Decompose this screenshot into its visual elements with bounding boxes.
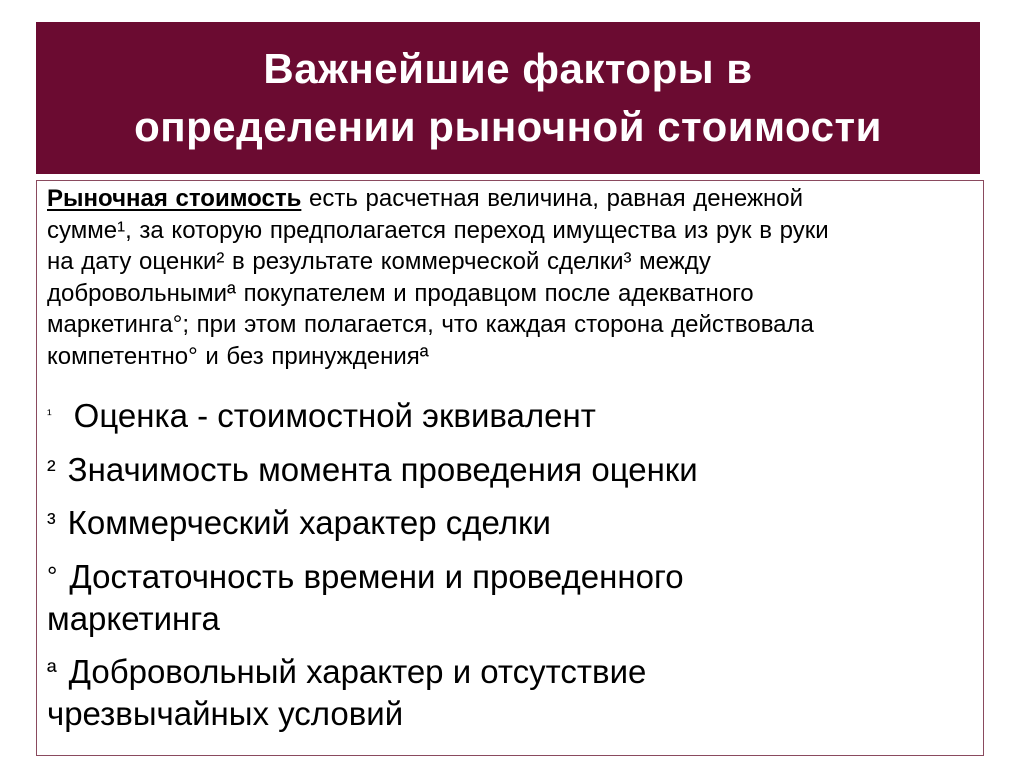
market-value-definition <box>47 183 967 372</box>
factor-marker: ² <box>47 453 56 484</box>
definition-line-4: добровольнымиª покупателем и продавцом после адекватного <box>47 279 754 307</box>
factor-marker: ³ <box>47 507 56 537</box>
factor-text: Оценка - стоимостной эквивалент <box>73 397 596 434</box>
definition-line-5: маркетинга°; при этом полагается, что каждая сторона действовала <box>47 311 814 338</box>
factor-item-timing <box>47 448 967 491</box>
title-line-2: определении рыночной стоимости <box>134 103 882 150</box>
factor-line <box>47 501 967 544</box>
title-banner <box>36 22 980 174</box>
definition-line-2: сумме¹, за которую предполагается переход имущества из рук в руки <box>47 216 829 244</box>
factor-text: Коммерческий характер сделки <box>67 504 551 541</box>
factor-line <box>47 555 967 598</box>
factor-item-valuation <box>47 393 967 437</box>
factor-text: Добровольный характер и отсутствие <box>68 653 647 690</box>
factor-line-continuation: чрезвычайных условий <box>47 695 404 732</box>
factor-marker: ¹ <box>47 406 52 422</box>
factor-marker: ª <box>47 656 57 686</box>
definition-line-1-text: есть расчетная величина, равная денежной <box>301 185 804 212</box>
factor-marker: ° <box>47 560 58 591</box>
factor-line <box>47 448 967 491</box>
definition-term: Рыночная стоимость <box>47 185 302 212</box>
definition-line-1 <box>47 183 967 215</box>
factor-text: Значимость момента проведения оценки <box>67 450 698 488</box>
factor-line <box>47 650 967 693</box>
title-line-1: Важнейшие факторы в <box>263 45 753 92</box>
content-box <box>36 180 984 756</box>
factor-item-marketing-time <box>47 555 967 640</box>
factor-line-continuation: маркетинга <box>47 599 220 637</box>
factor-item-commercial <box>47 501 967 544</box>
factor-text: Достаточность времени и проведенного <box>69 557 684 595</box>
definition-line-6: компетентно° и без принужденияª <box>47 342 429 370</box>
factor-line <box>47 393 967 437</box>
definition-line-3: на дату оценки² в результате коммерческой сделки³ между <box>47 248 711 275</box>
factor-list <box>47 393 967 746</box>
factor-item-voluntary <box>47 650 967 735</box>
